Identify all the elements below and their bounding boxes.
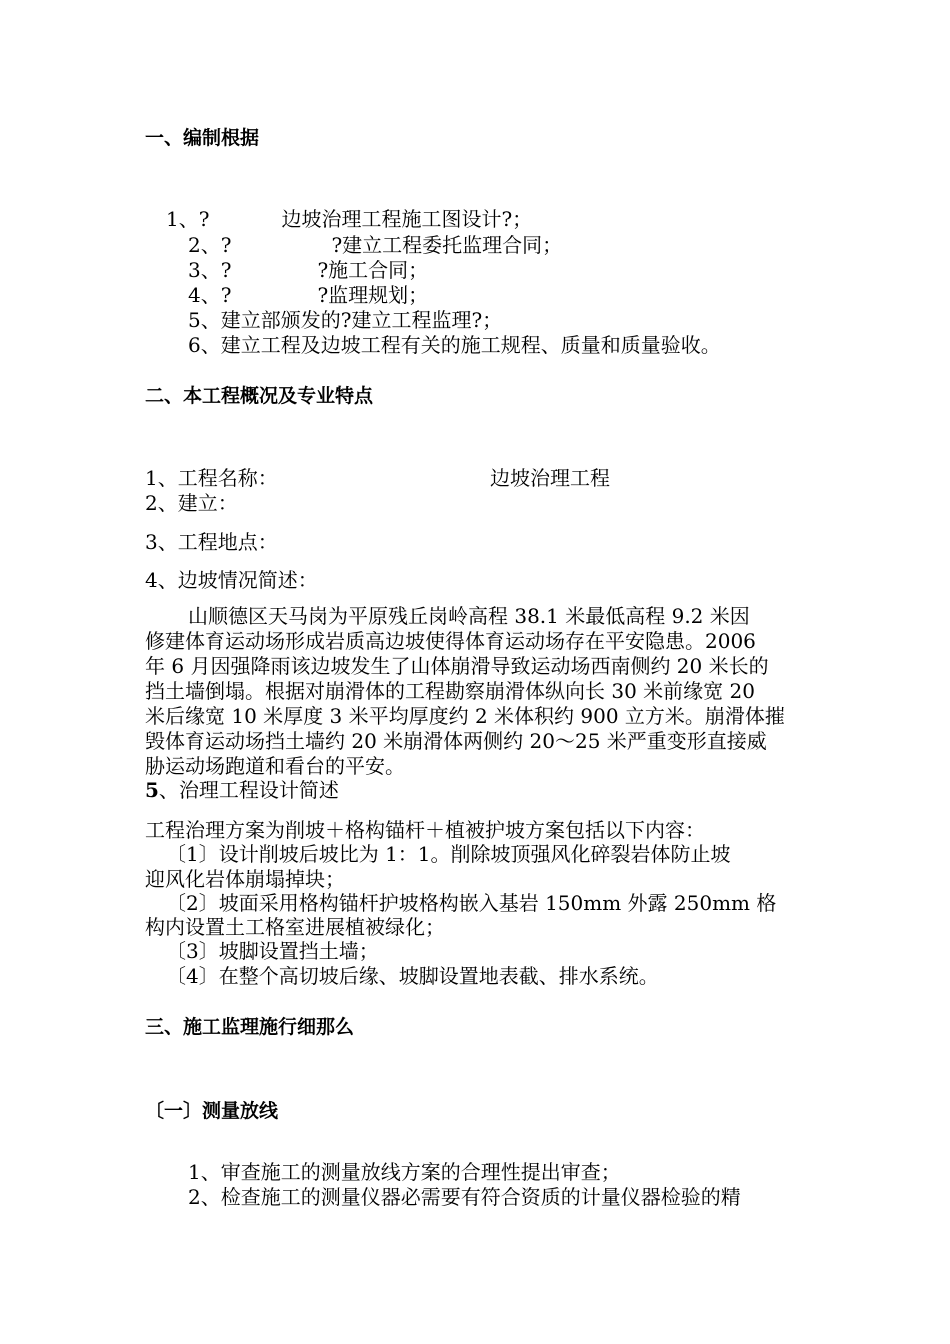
basis-item-6: 6、建立工程及边坡工程有关的施工规程、质量和质量验收。 (188, 333, 721, 357)
plan-line-6: 〔4〕在整个高切坡后缘、坡脚设置地表截、排水系统。 (166, 964, 659, 988)
project-name-value: 边坡治理工程 (490, 466, 610, 490)
basis-item-3-text: ?施工合同； (317, 258, 429, 282)
design-brief-heading (145, 778, 339, 802)
slope-brief-label: 4、边坡情况简述： (145, 568, 318, 592)
basis-item-1 (166, 207, 532, 231)
survey-item-1: 1、审查施工的测量放线方案的合理性提出审查； (188, 1160, 621, 1184)
slope-para-line-5: 米后缘宽 10 米厚度 3 米平均厚度约 2 米体积约 900 立方米。崩滑体摧 (145, 704, 785, 728)
slope-para-line-6: 毁体育运动场挡土墙约 20 米崩滑体两侧约 20～25 米严重变形直接威 (145, 729, 767, 753)
plan-line-1: 〔1〕设计削坡后坡比为 1：1。削除坡顶强风化碎裂岩体防止坡 (166, 842, 731, 866)
basis-item-5: 5、建立部颁发的?建立工程监理?； (188, 308, 503, 332)
basis-item-4-text: ?监理规划； (317, 283, 429, 307)
slope-para-line-2: 修建体育运动场形成岩质高边坡使得体育运动场存在平安隐患。2006 (145, 629, 756, 653)
slope-para-line-3: 年 6 月因强降雨该边坡发生了山体崩滑导致运动场西南侧约 20 米长的 (145, 654, 769, 678)
basis-item-1-text: 边坡治理工程施工图设计?； (281, 207, 533, 231)
slope-para-line-1: 山顺德区天马岗为平原残丘岗岭高程 38.1 米最低高程 9.2 米因 (188, 604, 750, 628)
plan-line-4: 构内设置土工格室进展植被绿化； (145, 915, 445, 939)
section-3-title: 三、施工监理施行细那么 (145, 1016, 355, 1038)
builder-label: 2、建立： (145, 491, 238, 515)
survey-subtitle: 〔一〕测量放线 (145, 1100, 279, 1122)
basis-item-3 (188, 258, 428, 282)
slope-para-line-7: 胁运动场跑道和看台的平安。 (145, 754, 405, 778)
location-label: 3、工程地点： (145, 530, 278, 554)
basis-item-4-num: 4、? (188, 283, 232, 307)
section-2-title: 二、本工程概况及专业特点 (145, 385, 374, 407)
basis-item-1-num: 1、? (166, 207, 210, 231)
section-1-title: 一、编制根据 (145, 127, 260, 149)
plan-line-3: 〔2〕坡面采用格构锚杆护坡格构嵌入基岩 150mm 外露 250mm 格 (166, 891, 777, 915)
basis-item-2-num: 2、? (188, 233, 232, 257)
design-brief-num: 5 (145, 778, 159, 802)
basis-item-2-text: ?建立工程委托监理合同； (331, 233, 563, 257)
plan-line-2: 迎风化岩体崩塌掉块； (145, 867, 345, 891)
basis-item-3-num: 3、? (188, 258, 232, 282)
plan-intro: 工程治理方案为削坡＋格构锚杆＋植被护坡方案包括以下内容： (145, 818, 705, 842)
slope-para-line-4: 挡土墙倒塌。根据对崩滑体的工程勘察崩滑体纵向长 30 米前缘宽 20 (145, 679, 755, 703)
survey-item-2: 2、检查施工的测量仪器必需要有符合资质的计量仪器检验的精 (188, 1185, 741, 1209)
basis-item-4 (188, 283, 428, 307)
plan-line-5: 〔3〕坡脚设置挡土墙； (166, 939, 379, 963)
basis-item-2 (188, 233, 562, 257)
project-name-label: 1、工程名称： (145, 466, 278, 490)
design-brief-text: 、治理工程设计简述 (158, 778, 339, 802)
